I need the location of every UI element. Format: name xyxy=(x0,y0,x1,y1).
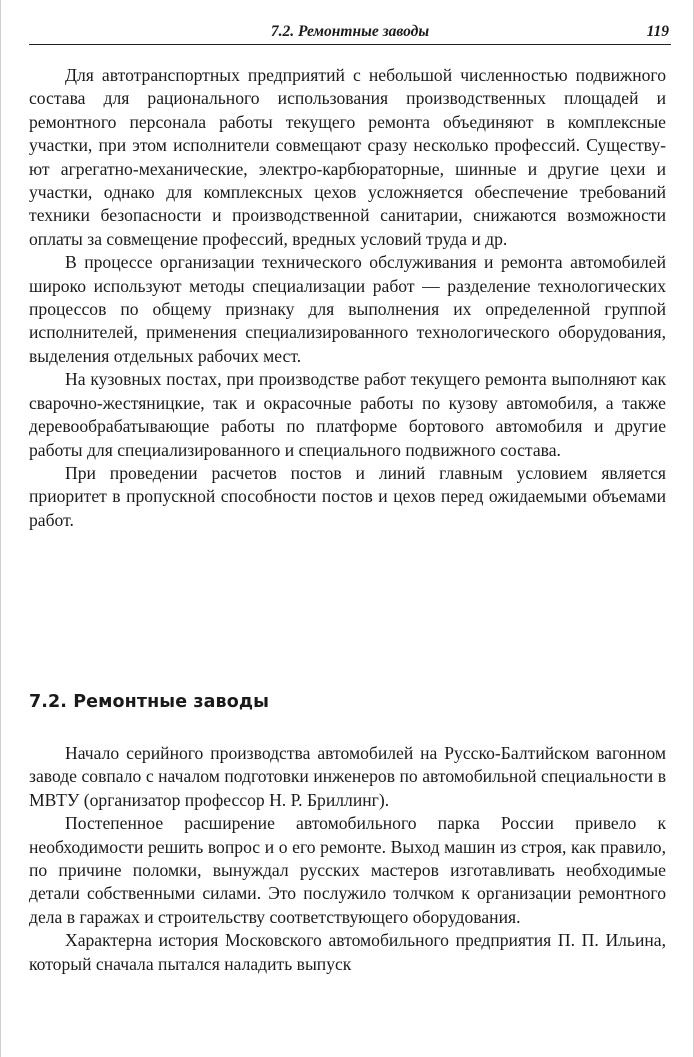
paragraph: Для автотранспортных предприятий с небольшой численностью подвижного состава для рационального использования производственных площадей и ремонтного персонала работы текущего ремонта объединяют в комплексные участки, при этом исполнители совмещают сразу несколько профессий. Существуют агрегатно-механические, электро-карбюраторные, шинные и другие цехи и участки, однако для комплексных цехов усложняется обеспечение требований техники безопасности и производственной санитарии, снижаются возможности оплаты за совмещение профессий, вредных условий труда и др. xyxy=(29,65,666,249)
paragraph: Начало серийного производства автомобилей на Русско-Балтийском вагонном заводе совпало с началом подготовки инженеров по автомобильной специальности в МВТУ (организатор профессор Н. Р. Бриллинг). xyxy=(29,743,666,810)
section-heading: 7.2. Ремонтные заводы xyxy=(29,692,270,712)
section-text-block xyxy=(29,742,666,976)
paragraph: Характерна история Московского автомобильного предприятия П. П. Ильина, который сначала пытался наладить выпуск xyxy=(29,930,666,974)
paragraph: При проведении расчетов постов и линий главным условием является приоритет в пропускной способности постов и цехов перед ожидаемыми объемами работ. xyxy=(29,462,666,530)
paragraph: Постепенное расширение автомобильного парка России привелo к необходимости решить вопрос и о его ремонте. Выход машин из строя, как правило, по причине поломки, вынуждал русских мастеров изготавливать необходимые детали собственными силами. Это послужило толчком к организации ремонтного дела в гаражах и строительству соответствующего оборудования. xyxy=(29,813,666,927)
paragraph: На кузовных постах, при производстве работ текущего ремонта выполняют как сварочно-жестяницкие, так и окрасочные работы по кузову автомобиля, а также деревообрабатывающие работы по платформе бортового автомобиля и другие работы для специализированного и специального подвижного состава. xyxy=(29,369,666,460)
paragraph: В процессе организации технического обслуживания и ремонта автомобилей широко используют методы специализации работ — разделение технологических процессов по общему признаку для выполнения их определенной группой исполнителей, применения специализированного технологического оборудования, выделения отдельных рабочих мест. xyxy=(29,252,666,366)
running-header xyxy=(29,22,671,45)
page-number: 119 xyxy=(646,23,669,40)
text-block-before-section xyxy=(29,64,666,532)
running-title: 7.2. Ремонтные заводы xyxy=(270,23,430,40)
